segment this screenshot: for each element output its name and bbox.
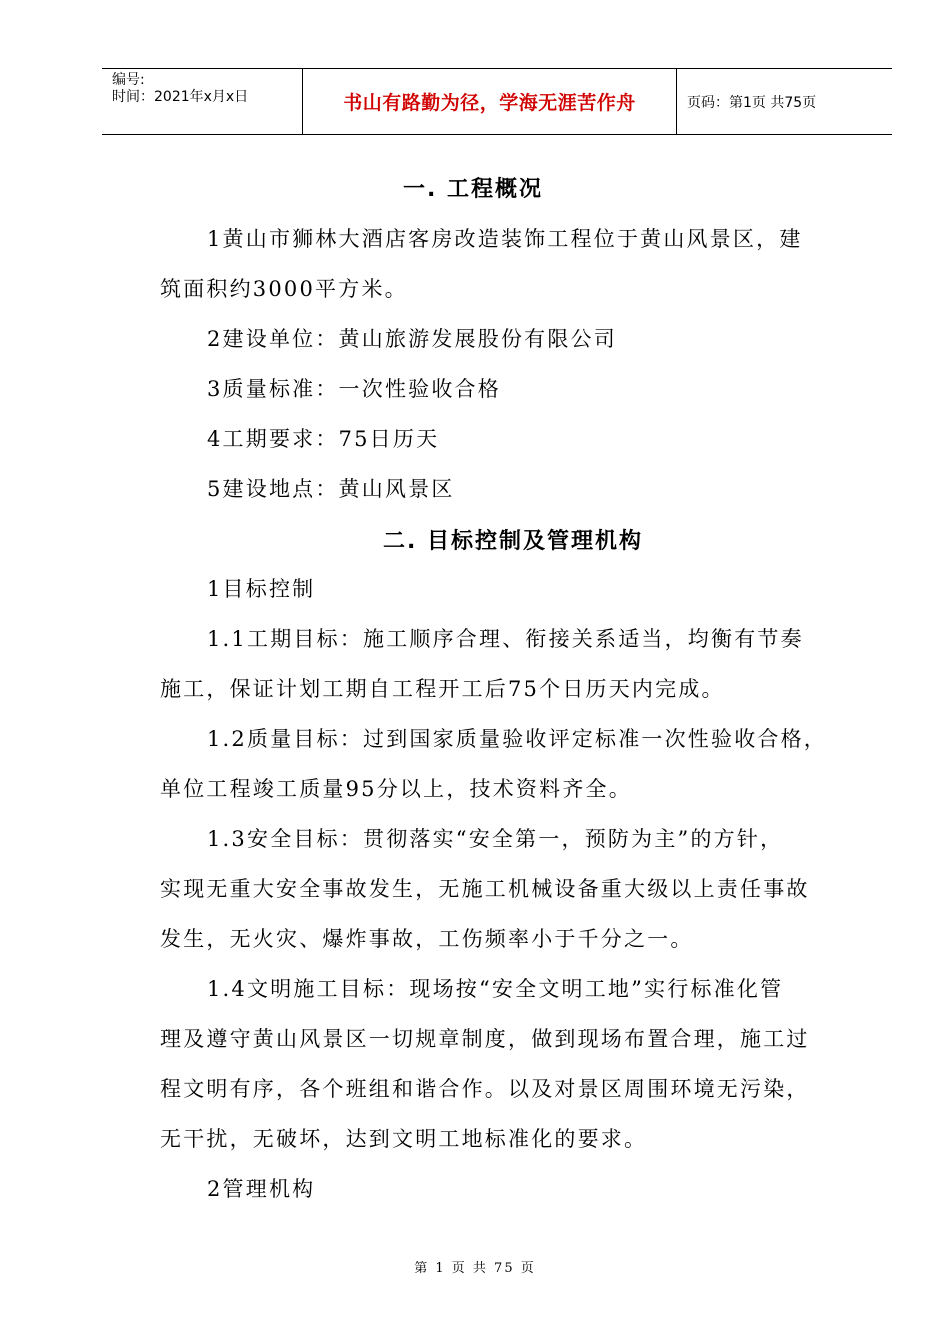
s1-paragraph3: 3质量标准：一次性验收合格: [207, 377, 501, 401]
number-label: 编号:: [112, 72, 145, 88]
motto-text: 书山有路勤为径，学海无涯苦作舟: [343, 92, 636, 114]
s1-paragraph2: 2建设单位：黄山旅游发展股份有限公司: [207, 327, 617, 351]
s2-item4-line3: 程文明有序，各个班组和谐合作。以及对景区周围环境无污染，: [160, 1077, 810, 1101]
page-info: 页码：第1页 共75页: [687, 94, 817, 111]
s2-item1-line1: 1.1工期目标：施工顺序合理、衔接关系适当，均衡有节奏: [207, 627, 804, 651]
time-label: 时间：2021年x月x日: [112, 89, 249, 105]
s2-item4-line2: 理及遵守黄山风景区一切规章制度，做到现场布置合理，施工过: [160, 1027, 810, 1051]
s2-item1-line2: 施工，保证计划工期自工程开工后75个日历天内完成。: [160, 677, 725, 701]
page-header: [102, 68, 892, 135]
header-page-cell: [677, 69, 892, 134]
s2-item4-line1: 1.4文明施工目标：现场按“安全文明工地”实行标准化管: [207, 977, 784, 1001]
s1-paragraph1-line1: 1黄山市狮林大酒店客房改造装饰工程位于黄山风景区，建: [207, 227, 803, 251]
s2-subheading-target: 1目标控制: [207, 577, 316, 601]
s2-item3-line3: 发生，无火灾、爆炸事故，工伤频率小于千分之一。: [160, 927, 694, 951]
page-footer: 第 1 页 共 75 页: [414, 1261, 536, 1276]
s2-item3-line1: 1.3安全目标：贯彻落实“安全第一，预防为主”的方针，: [207, 827, 784, 851]
s2-subheading-management: 2管理机构: [207, 1177, 316, 1201]
s2-item2-line1: 1.2质量目标：过到国家质量验收评定标准一次性验收合格，: [207, 727, 827, 751]
header-meta-cell: [102, 69, 303, 134]
s2-item3-line2: 实现无重大安全事故发生，无施工机械设备重大级以上责任事故: [160, 877, 810, 901]
s1-paragraph4: 4工期要求：75日历天: [207, 427, 440, 451]
section1-heading: 一. 工程概况: [403, 177, 544, 202]
section2-heading: 二. 目标控制及管理机构: [383, 529, 644, 554]
s2-item2-line2: 单位工程竣工质量95分以上，技术资料齐全。: [160, 777, 632, 801]
s1-paragraph1-line2: 筑面积约3000平方米。: [160, 277, 408, 301]
header-motto-cell: [303, 69, 677, 134]
s1-paragraph5: 5建设地点：黄山风景区: [207, 477, 455, 501]
s2-item4-line4: 无干扰，无破坏，达到文明工地标准化的要求。: [160, 1127, 648, 1151]
